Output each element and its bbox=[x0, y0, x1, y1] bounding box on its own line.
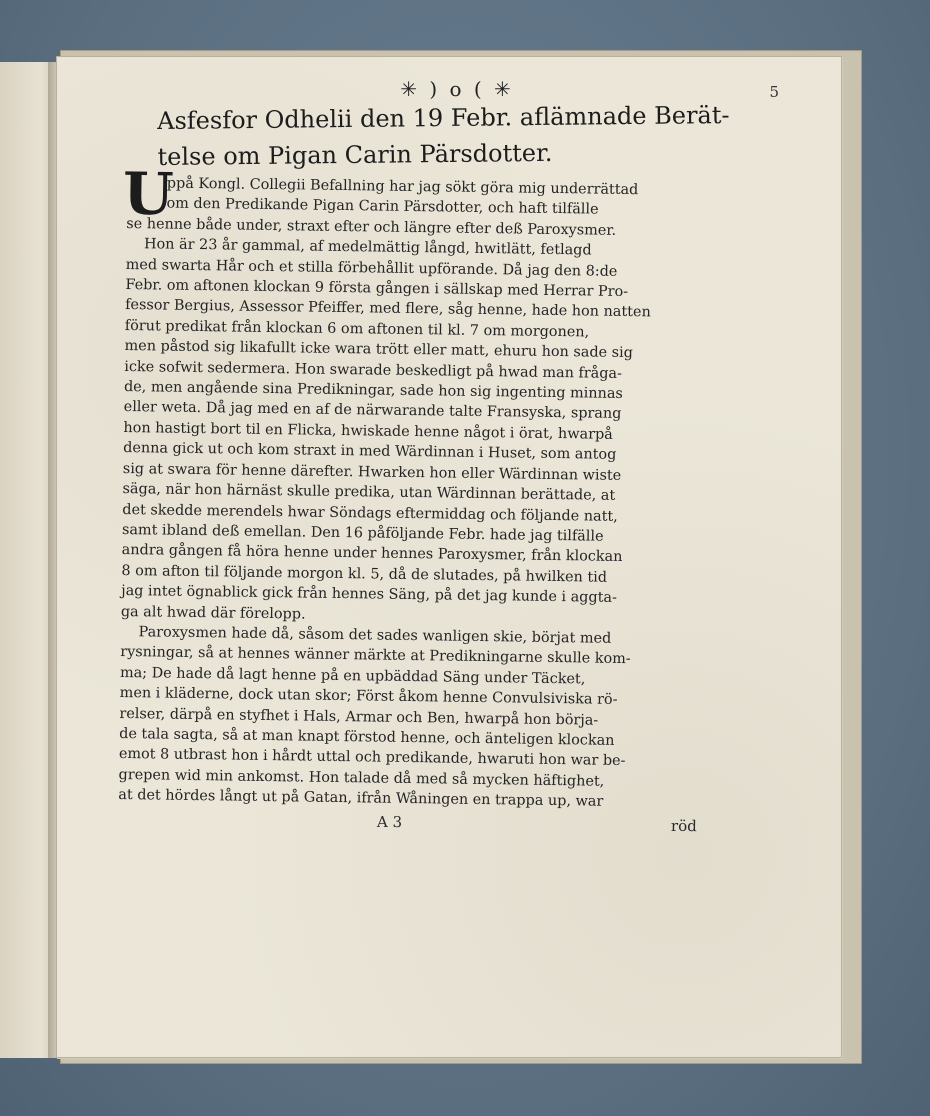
text-line: ma; De hade då lagt henne på en upbäddad Säng under Täcket, bbox=[119, 664, 586, 688]
page-number: 5 bbox=[769, 83, 779, 101]
text-line: ppå Kongl. Collegii Befallning har jag sökt göra mig underrättad bbox=[166, 175, 639, 199]
paragraph-2 bbox=[121, 234, 716, 630]
text-line: sig at swara för henne därefter. Hwarken hon eller Wärdinnan wiste bbox=[122, 460, 622, 484]
page-header-ornament: ✳ ) o ( ✳ bbox=[400, 77, 514, 101]
text-line: at det hördes långt ut på Gatan, ifrån Wåningen en trappa up, war bbox=[118, 787, 604, 810]
text-line: relser, därpå en styfhet i Hals, Armar och Ben, hwarpå hon börja- bbox=[119, 705, 599, 729]
page-title bbox=[157, 97, 748, 175]
paragraph-1 bbox=[126, 173, 717, 242]
text-line: men i kläderne, dock utan skor; Först åkom henne Convulsiviska rö- bbox=[119, 685, 618, 709]
text-line: de, men angående sina Predikningar, sade hon sig ingenting minnas bbox=[123, 379, 623, 403]
book-page bbox=[56, 56, 842, 1058]
text-line: jag intet ögnablick gick från hennes Säng, på det jag kunde i aggta- bbox=[121, 583, 617, 607]
text-line: se henne både under, straxt efter och längre efter deß Paroxysmer. bbox=[126, 215, 617, 239]
text-line: hon hastigt bort til en Flicka, hwiskade henne något i örat, hwarpå bbox=[123, 419, 613, 443]
text-line: grepen wid min ankomst. Hon talade då med så mycken häftighet, bbox=[118, 766, 605, 790]
text-line: rysningar, så at hennes wänner märkte at Predikningarne skulle kom- bbox=[120, 644, 631, 668]
paragraph-3 bbox=[118, 622, 711, 814]
drop-capital: U bbox=[122, 159, 175, 229]
title-line-1: Asfesfor Odhelii den 19 Febr. aflämnade Berät- bbox=[157, 101, 730, 135]
text-line: om den Predikande Pigan Carin Pärsdotter, och haft tilfälle bbox=[166, 195, 599, 218]
text-line: säga, när hon härnäst skulle predika, utan Wärdinnan berättade, at bbox=[122, 481, 616, 504]
text-line: andra gången få höra henne under hennes Paroxysmer, från klockan bbox=[121, 542, 623, 566]
text-line: förut predikat från klockan 6 om aftonen til kl. 7 om morgonen, bbox=[124, 317, 590, 341]
text-line: fessor Bergius, Assessor Pfeiffer, med flere, såg henne, hade hon natten bbox=[125, 297, 651, 321]
body-text bbox=[118, 173, 717, 814]
text-line: 8 om afton til följande morgon kl. 5, då de slutades, på hwilken tid bbox=[121, 562, 608, 586]
title-line-2: telse om Pigan Carin Pärsdotter. bbox=[157, 138, 553, 171]
text-line: med swarta Hår och et stilla förbehållit upförande. Då jag den 8:de bbox=[125, 256, 618, 280]
text-line: Febr. om aftonen klockan 9 första gången i sällskap med Herrar Pro- bbox=[125, 277, 629, 301]
text-line: denna gick ut och kom straxt in med Wärdinnan i Huset, som antog bbox=[123, 440, 617, 464]
text-line: eller weta. Då jag med en af de närwarande talte Fransyska, sprang bbox=[123, 399, 622, 423]
signature-mark: A 3 bbox=[376, 812, 403, 832]
catchword: röd bbox=[670, 816, 697, 836]
text-line: samt ibland deß emellan. Den 16 påföljande Febr. hade jag tilfälle bbox=[121, 521, 604, 545]
text-line: Hon är 23 år gammal, af medelmättig långd, hwitlätt, fetlagd bbox=[143, 236, 592, 259]
text-line: men påstod sig likafullt icke wara trött eller matt, ehuru hon sade sig bbox=[124, 338, 634, 362]
text-line: det skedde merendels hwar Söndags eftermiddag och följande natt, bbox=[122, 501, 618, 525]
text-line: icke sofwit sedermera. Hon swarade beskedligt på hwad man fråga- bbox=[124, 358, 623, 382]
text-line: ga alt hwad där förelopp. bbox=[120, 603, 306, 623]
text-line: Paroxysmen hade då, såsom det sades wanligen skie, börjat med bbox=[138, 624, 612, 647]
text-line: de tala sagta, så at man knapt förstod henne, och änteligen klockan bbox=[119, 725, 615, 749]
text-line: emot 8 utbrast hon i hårdt uttal och predikande, hwaruti hon war be- bbox=[118, 746, 626, 770]
